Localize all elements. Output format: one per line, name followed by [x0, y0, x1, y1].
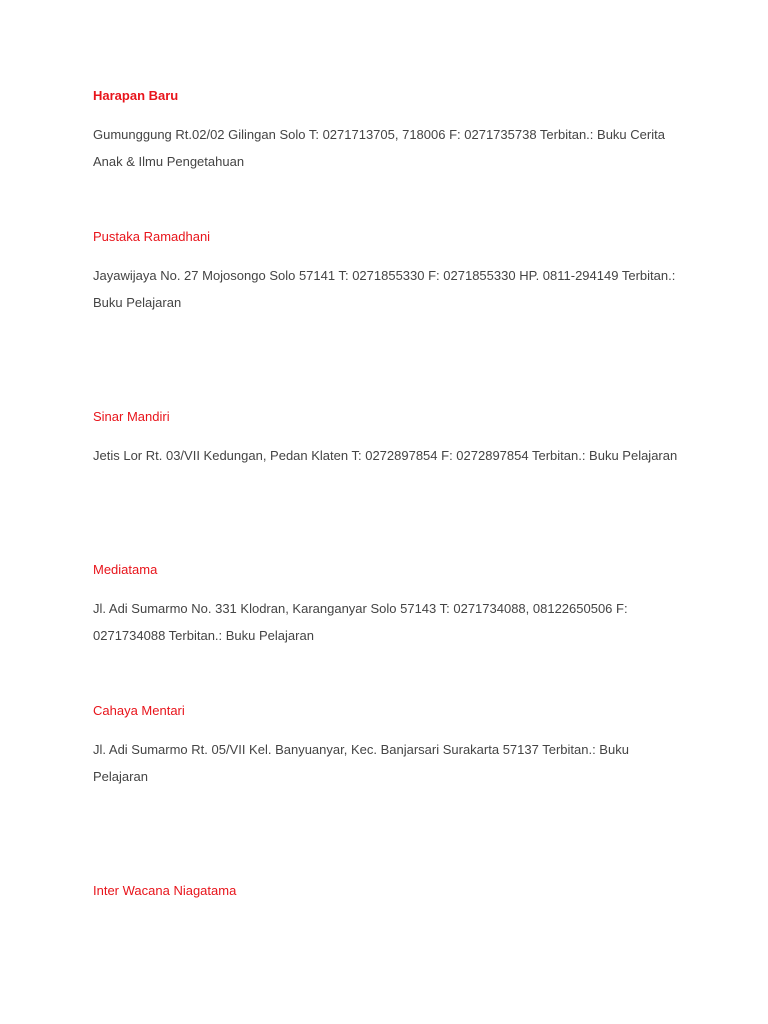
- publisher-name-mediatama: Mediatama: [93, 562, 158, 577]
- publisher-detail-cahaya-mentari: Jl. Adi Sumarmo Rt. 05/VII Kel. Banyuanyar, Kec. Banjarsari Surakarta 57137 Terbitan.: Buku Pelajaran: [93, 742, 629, 784]
- publisher-name-cahaya-mentari: Cahaya Mentari: [93, 703, 185, 718]
- publisher-name-harapan-baru: Harapan Baru: [93, 88, 179, 103]
- publisher-name-sinar-mandiri: Sinar Mandiri: [93, 409, 170, 424]
- publisher-detail-harapan-baru: Gumunggung Rt.02/02 Gilingan Solo T: 0271713705, 718006 F: 0271735738 Terbitan.: Buku Cerita Anak & Ilmu Pengetahuan: [93, 127, 665, 169]
- publisher-name-pustaka-ramadhani: Pustaka Ramadhani: [93, 229, 211, 244]
- publisher-name-inter-wacana-niagatama: Inter Wacana Niagatama: [93, 883, 237, 898]
- publisher-detail-mediatama: Jl. Adi Sumarmo No. 331 Klodran, Karanganyar Solo 57143 T: 0271734088, 08122650506 F: 0271734088 Terbitan.: Buku Pelajaran: [93, 601, 628, 643]
- publisher-detail-pustaka-ramadhani: Jayawijaya No. 27 Mojosongo Solo 57141 T: 0271855330 F: 0271855330 HP. 0811-294149 Terbitan.: Buku Pelajaran: [93, 268, 676, 310]
- publisher-detail-sinar-mandiri: Jetis Lor Rt. 03/VII Kedungan, Pedan Klaten T: 0272897854 F: 0272897854 Terbitan.: Buku Pelajaran: [93, 448, 678, 463]
